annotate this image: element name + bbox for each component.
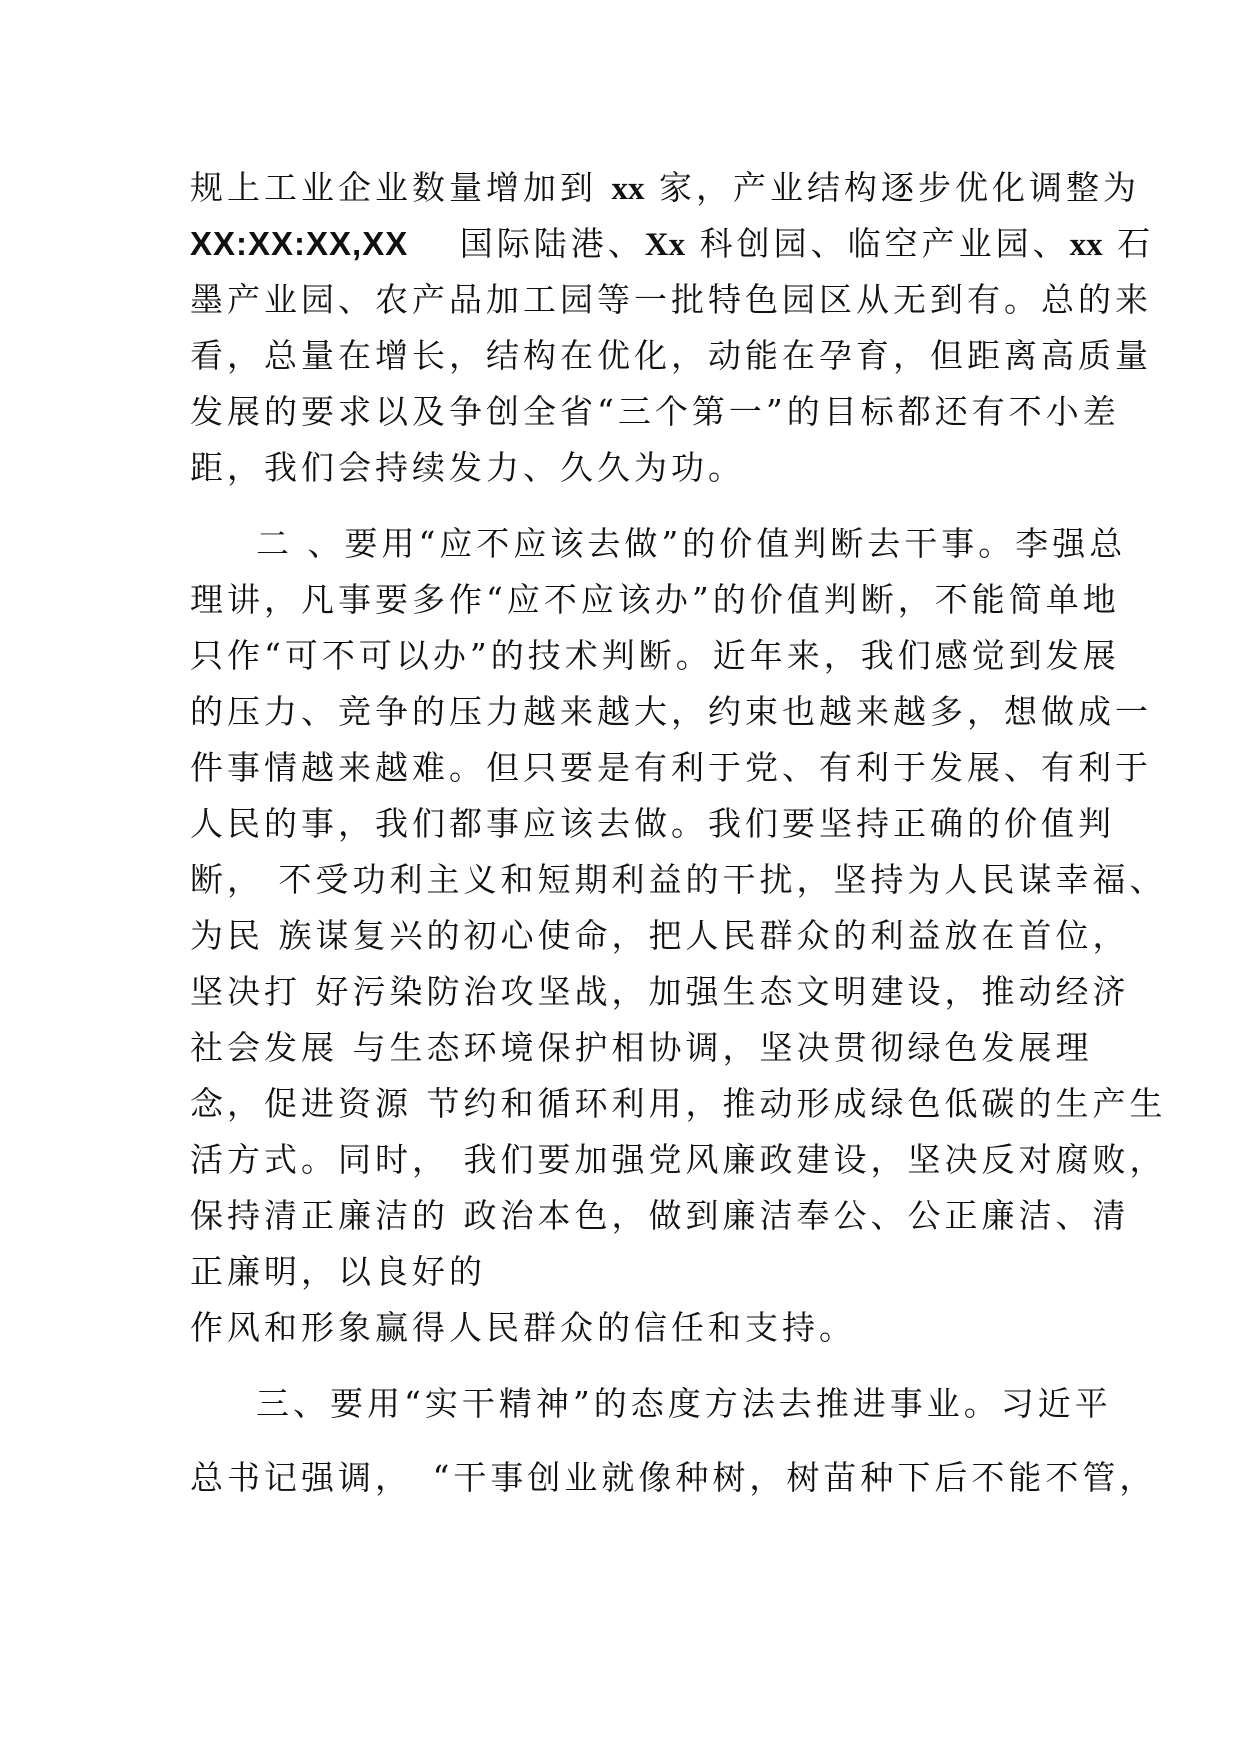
paragraph-gap — [190, 1356, 1070, 1376]
text-run: 石 — [1102, 224, 1155, 263]
document-body — [190, 160, 1167, 1506]
paragraph-1-line: 墨产业园、农产品加工园等一批特色园区从无到有。总的来 — [190, 280, 1152, 319]
paragraph-2-line: 社会发展 与生态环境保护相协调，坚决贯彻绿色发展理 — [190, 1028, 1093, 1067]
placeholder-name: xx — [1069, 227, 1103, 263]
paragraph-1-line: 看，总量在增长，结构在优化，动能在孕育，但距离高质量 — [190, 336, 1152, 375]
paragraph-2-line: 只作“可不可以办”的技术判断。近年来，我们感觉到发展 — [190, 636, 1120, 675]
paragraph-2-line: 保持清正廉洁的 政治本色，做到廉洁奉公、公正廉洁、清 — [190, 1196, 1130, 1235]
paragraph-2-line: 理讲，凡事要多作“应不应该办”的价值判断，不能简单地 — [190, 580, 1120, 619]
paragraph-1-line: 发展的要求以及争创全省“三个第一”的目标都还有不小差 — [190, 392, 1120, 431]
text-run: 规上工业企业数量增加到 — [190, 168, 612, 207]
paragraph-2-line: 件事情越来越难。但只要是有利于党、有利于发展、有利于 — [190, 748, 1152, 787]
text-run: 国际陆港、 — [408, 224, 645, 263]
paragraph-2-line: 的压力、竞争的压力越来越大，约束也越来越多，想做成一 — [190, 692, 1152, 731]
paragraph-1-line-2 — [190, 216, 1155, 272]
paragraph-2-heading-line: 二 、要用“应不应该去做”的价值判断去干事。李强总 — [256, 524, 1127, 563]
text-run: 家，产业结构逐步优化调整为 — [644, 168, 1140, 207]
paragraph-2-line: 人民的事，我们都事应该去做。我们要坚持正确的价值判 — [190, 804, 1115, 843]
paragraph-2-line: 坚决打 好污染防治攻坚战，加强生态文明建设，推动经济 — [190, 972, 1130, 1011]
paragraph-3-heading-line: 三、要用“实干精神”的态度方法去推进事业。习近平 — [256, 1384, 1112, 1423]
paragraph-gap — [190, 496, 1070, 516]
paragraph-2-line: 作风和形象赢得人民群众的信任和支持。 — [190, 1308, 856, 1347]
paragraph-2-line: 念，促进资源 节约和循环利用，推动形成绿色低碳的生产生 — [190, 1084, 1167, 1123]
placeholder-count: xx — [611, 171, 645, 207]
paragraph-2-line: 正廉明，以良好的 — [190, 1252, 486, 1291]
paragraph-3-line: 总书记强调， “干事创业就像种树，树苗种下后不能不管， — [190, 1458, 1157, 1497]
paragraph-2-line: 活方式。同时， 我们要加强党风廉政建设，坚决反对腐败， — [190, 1140, 1167, 1179]
placeholder-name: Xx — [644, 227, 686, 263]
paragraph-1-line: 距，我们会持续发力、久久为功。 — [190, 448, 745, 487]
text-run: 科创园、临空产业园、 — [685, 224, 1070, 263]
paragraph-2-line: 断， 不受功利主义和短期利益的干扰，坚持为人民谋幸福、 — [190, 860, 1167, 899]
paragraph-2-line: 为民 族谋复兴的初心使命，把人民群众的利益放在首位， — [190, 916, 1130, 955]
placeholder-code: XX:XX:XX,XX — [190, 225, 409, 262]
paragraph-1-line-1 — [190, 160, 1140, 216]
